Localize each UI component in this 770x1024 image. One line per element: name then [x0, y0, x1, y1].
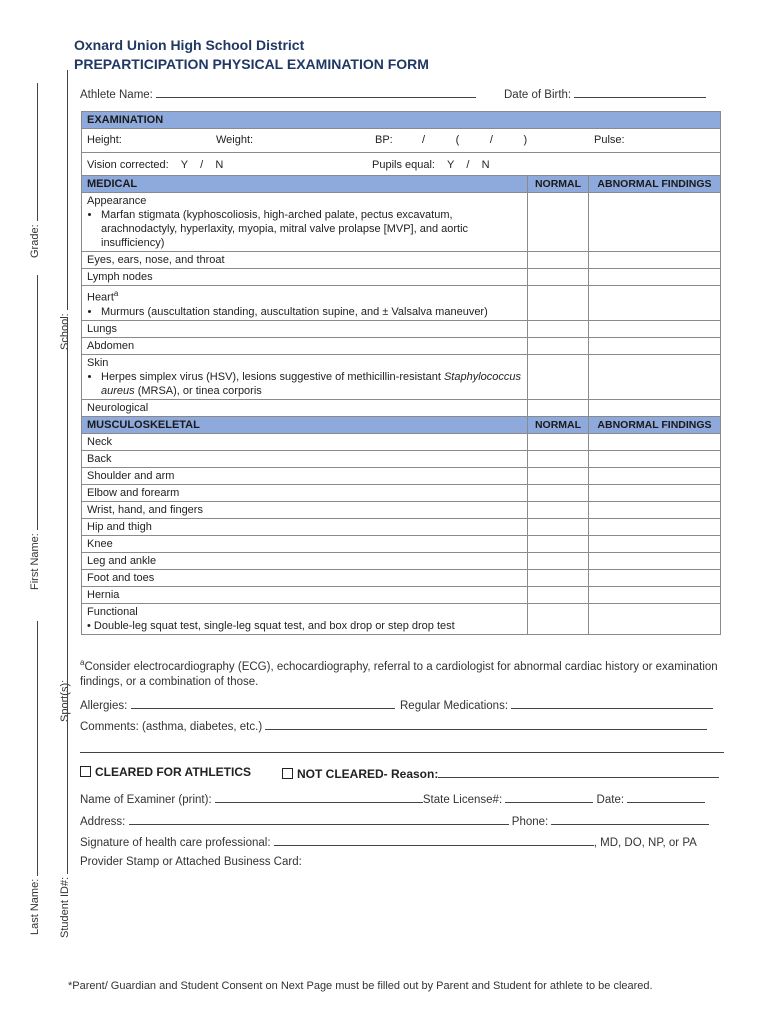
skin-cell: [82, 354, 528, 399]
abnormal-cell[interactable]: [589, 337, 721, 354]
musculo-row-label: Hernia: [82, 586, 528, 603]
dob-row: [504, 86, 706, 101]
not-cleared-reason-field[interactable]: [438, 765, 719, 778]
dob-label: Date of Birth:: [504, 89, 572, 101]
appearance-cell: [82, 193, 528, 252]
footnote-mark: a: [80, 658, 85, 667]
table-row: [82, 501, 721, 518]
school-label: School:: [59, 313, 71, 350]
table-row: [82, 193, 721, 252]
medications-row: [400, 697, 713, 712]
skin-bullet: • Herpes simplex virus (HSV), lesions suggestive of methicillin-resistant Staphylococcus aureus (MRSA), or tinea corporis: [101, 370, 522, 398]
phone-field[interactable]: [551, 813, 709, 825]
table-row: [82, 252, 721, 269]
table-row: [82, 603, 721, 634]
table-row: [82, 433, 721, 450]
musculo-header: MUSCULOSKELETAL: [82, 416, 528, 433]
musculo-row-label: Elbow and forearm: [82, 484, 528, 501]
cleared-option[interactable]: [80, 765, 251, 779]
abnormal-cell[interactable]: [589, 269, 721, 286]
heart-bullet: • Murmurs (auscultation standing, auscultation supine, and ± Valsalva maneuver): [101, 305, 522, 319]
lungs-label: Lungs: [82, 320, 528, 337]
vision-row[interactable]: [82, 153, 721, 176]
height-label: Height:: [87, 134, 122, 146]
table-row: [82, 467, 721, 484]
abnormal-cell[interactable]: [589, 286, 721, 321]
last-name-label: Last Name:: [29, 878, 41, 935]
footer-note: *Parent/ Guardian and Student Consent on Next Page must be filled out by Parent and Student for athlete to be cleared.: [68, 980, 653, 992]
athlete-name-row: [80, 86, 476, 101]
table-row: [82, 535, 721, 552]
footnote: [80, 655, 730, 690]
table-row: [82, 320, 721, 337]
musculo-row-label: Shoulder and arm: [82, 467, 528, 484]
functional-cell: [82, 603, 528, 634]
table-row: [82, 569, 721, 586]
form-header: [74, 36, 429, 74]
examination-table: [81, 111, 721, 635]
credentials-label: , MD, DO, NP, or PA: [593, 837, 697, 849]
license-field[interactable]: [505, 791, 593, 803]
signature-label: Signature of health care professional:: [80, 837, 271, 849]
student-id-side-field[interactable]: [56, 662, 71, 938]
date-field[interactable]: [627, 791, 705, 803]
vision-label: Vision corrected: Y / N: [87, 159, 224, 171]
abnormal-cell[interactable]: [589, 354, 721, 399]
eyes-label: Eyes, ears, nose, and throat: [82, 252, 528, 269]
pulse-label: Pulse:: [594, 134, 625, 146]
medications-label: Regular Medications:: [400, 700, 509, 712]
appearance-label: Appearance: [87, 195, 147, 207]
table-row: [82, 269, 721, 286]
bp-label: BP:: [375, 134, 393, 146]
normal-cell[interactable]: [528, 354, 589, 399]
not-cleared-option[interactable]: [282, 765, 719, 781]
normal-cell[interactable]: [528, 286, 589, 321]
not-cleared-checkbox[interactable]: [282, 768, 293, 779]
footnote-text: Consider electrocardiography (ECG), echocardiography, referral to a cardiologist for abnormal cardiac history or examination findings, or a combination of those.: [80, 660, 718, 688]
musculo-normal-header: NORMAL: [528, 416, 589, 433]
normal-cell[interactable]: [528, 320, 589, 337]
table-row: [82, 354, 721, 399]
medical-normal-header: NORMAL: [528, 176, 589, 193]
comments-label: Comments: (asthma, diabetes, etc.): [80, 721, 263, 733]
normal-cell[interactable]: [528, 433, 589, 450]
date-label: Date:: [596, 794, 625, 806]
abnormal-cell[interactable]: [589, 535, 721, 552]
license-label: State License#:: [422, 794, 503, 806]
examiner-name-label: Name of Examiner (print):: [80, 794, 212, 806]
normal-cell[interactable]: [528, 252, 589, 269]
heart-cell: [82, 286, 528, 321]
heart-footnote-mark: a: [113, 289, 119, 298]
musculo-row-label: Hip and thigh: [82, 518, 528, 535]
medical-abnormal-header: ABNORMAL FINDINGS: [589, 176, 721, 193]
examiner-name-row: [80, 791, 705, 806]
examiner-name-field[interactable]: [215, 791, 423, 803]
normal-cell[interactable]: [528, 518, 589, 535]
normal-cell[interactable]: [528, 552, 589, 569]
district-name: Oxnard Union High School District: [74, 37, 305, 53]
medications-field[interactable]: [511, 697, 713, 709]
table-row: [82, 484, 721, 501]
abnormal-cell[interactable]: [589, 467, 721, 484]
not-cleared-label: NOT CLEARED- Reason:: [297, 767, 439, 781]
first-name-label: First Name:: [29, 533, 41, 590]
vitals-row[interactable]: [82, 129, 721, 153]
dob-field[interactable]: [574, 86, 706, 98]
sports-label: Sport(s):: [59, 679, 71, 722]
normal-cell[interactable]: [528, 337, 589, 354]
signature-field[interactable]: [274, 834, 594, 846]
weight-label: Weight:: [216, 134, 254, 146]
comments-extra-line[interactable]: [80, 752, 724, 753]
appearance-bullet: • Marfan stigmata (kyphoscoliosis, high-arched palate, pectus excavatum, arachnodactyly, hyperlaxity, myopia, mitral valve prolapse [MVP], and aortic insufficiency): [101, 208, 522, 250]
abnormal-cell[interactable]: [589, 433, 721, 450]
normal-cell[interactable]: [528, 586, 589, 603]
athlete-name-label: Athlete Name:: [80, 89, 153, 101]
student-id-label: Student ID#:: [59, 876, 71, 938]
grade-label: Grade:: [29, 224, 41, 258]
table-row: [82, 399, 721, 416]
allergies-label: Allergies:: [80, 700, 128, 712]
address-label: Address:: [80, 816, 126, 828]
cleared-label: CLEARED FOR ATHLETICS: [95, 765, 251, 779]
comments-row: [80, 718, 707, 733]
normal-cell[interactable]: [528, 603, 589, 634]
pupils-label: Pupils equal: Y / N: [372, 159, 490, 171]
grade-side-field[interactable]: [26, 83, 41, 258]
musculo-row-label: Knee: [82, 535, 528, 552]
comments-field[interactable]: [265, 718, 707, 730]
table-row: [82, 586, 721, 603]
abnormal-cell[interactable]: [589, 501, 721, 518]
functional-label: Functional: [87, 605, 138, 618]
stamp-label: Provider Stamp or Attached Business Card:: [80, 856, 302, 868]
musculo-row-label: Wrist, hand, and fingers: [82, 501, 528, 518]
skin-label: Skin: [87, 356, 109, 369]
last-name-side-field[interactable]: [26, 621, 41, 935]
examination-header: EXAMINATION: [82, 112, 721, 129]
table-row: [82, 552, 721, 569]
medical-header: MEDICAL: [82, 176, 528, 193]
bp-format: / ( / ): [422, 134, 528, 146]
cleared-checkbox[interactable]: [80, 766, 91, 777]
lymph-label: Lymph nodes: [82, 269, 528, 286]
athlete-name-field[interactable]: [156, 86, 476, 98]
school-side-field[interactable]: [56, 70, 71, 350]
normal-cell[interactable]: [528, 450, 589, 467]
abnormal-cell[interactable]: [589, 518, 721, 535]
table-row: [82, 518, 721, 535]
normal-cell[interactable]: [528, 569, 589, 586]
first-name-side-field[interactable]: [26, 275, 41, 590]
musculo-row-label: Leg and ankle: [82, 552, 528, 569]
normal-cell[interactable]: [528, 467, 589, 484]
musculo-row-label: Foot and toes: [82, 569, 528, 586]
phone-label: Phone:: [511, 816, 549, 828]
neuro-label: Neurological: [82, 399, 528, 416]
abnormal-cell[interactable]: [589, 484, 721, 501]
normal-cell[interactable]: [528, 501, 589, 518]
skin-bullet-italic: Staphylococcus aureus: [101, 370, 522, 397]
abnormal-cell[interactable]: [589, 320, 721, 337]
abnormal-cell[interactable]: [589, 603, 721, 634]
table-row: [82, 337, 721, 354]
abnormal-cell[interactable]: [589, 552, 721, 569]
form-title: PREPARTICIPATION PHYSICAL EXAMINATION FORM: [74, 56, 429, 72]
abnormal-cell[interactable]: [589, 586, 721, 603]
normal-cell[interactable]: [528, 399, 589, 416]
allergies-row: [80, 697, 395, 712]
signature-row: [80, 834, 697, 849]
stamp-row: [80, 856, 302, 868]
allergies-field[interactable]: [131, 697, 395, 709]
musculo-abnormal-header: ABNORMAL FINDINGS: [589, 416, 721, 433]
abnormal-cell[interactable]: [589, 252, 721, 269]
normal-cell[interactable]: [528, 535, 589, 552]
table-row: [82, 286, 721, 321]
musculo-row-label: Back: [82, 450, 528, 467]
address-row: [80, 813, 709, 828]
abnormal-cell[interactable]: [589, 450, 721, 467]
abnormal-cell[interactable]: [589, 193, 721, 252]
normal-cell[interactable]: [528, 193, 589, 252]
abdomen-label: Abdomen: [82, 337, 528, 354]
heart-label: Heart: [87, 291, 114, 304]
table-row: [82, 450, 721, 467]
abnormal-cell[interactable]: [589, 569, 721, 586]
functional-bullet: • Double-leg squat test, single-leg squat test, and box drop or step drop test: [87, 619, 455, 632]
address-field[interactable]: [129, 813, 509, 825]
musculo-row-label: Neck: [82, 433, 528, 450]
normal-cell[interactable]: [528, 484, 589, 501]
abnormal-cell[interactable]: [589, 399, 721, 416]
normal-cell[interactable]: [528, 269, 589, 286]
